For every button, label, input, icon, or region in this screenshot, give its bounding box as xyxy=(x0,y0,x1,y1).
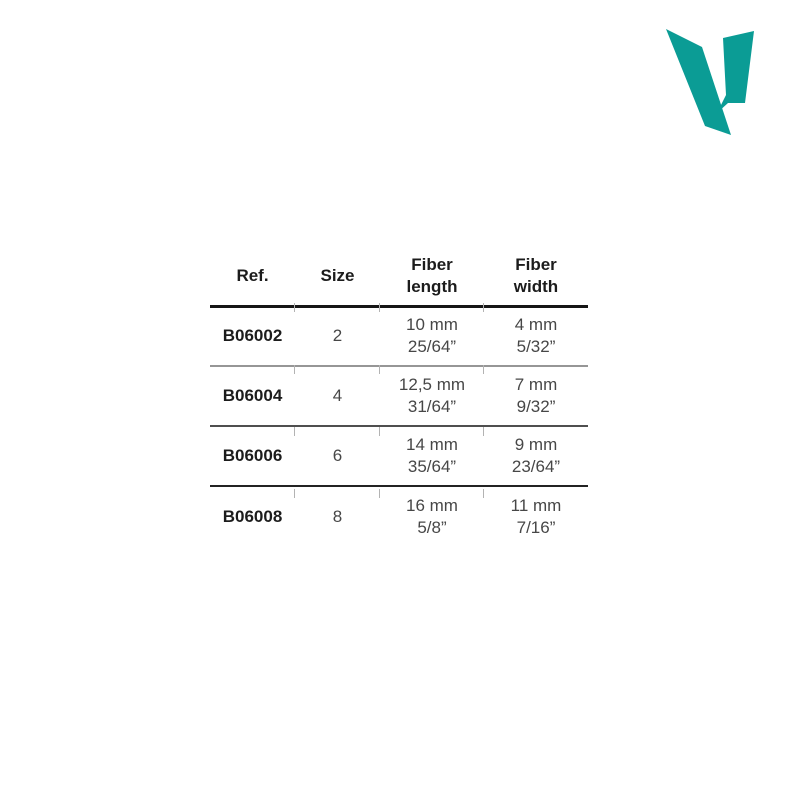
width-inch-value: 23/64” xyxy=(511,457,561,476)
fiber-length-cell xyxy=(380,366,484,426)
width-inch-value: 5/32” xyxy=(516,337,556,357)
length-mm-value: 12,5 mm xyxy=(398,375,466,394)
v-logo-left-stroke xyxy=(666,29,731,135)
size-cell: 4 xyxy=(332,386,343,405)
ref-cell: B06002 xyxy=(222,326,283,346)
rule-tick xyxy=(294,427,295,436)
rule-tick xyxy=(379,303,380,312)
ref-cell: B06006 xyxy=(222,446,283,465)
ref-cell: B06008 xyxy=(222,506,283,526)
fiber-width-cell xyxy=(484,486,588,546)
column-header-fiber-length xyxy=(380,248,484,306)
fiber-length-cell xyxy=(380,486,484,546)
rule-tick xyxy=(294,303,295,312)
fiber-width-cell xyxy=(484,426,588,486)
length-inch-value: 35/64” xyxy=(407,457,457,476)
length-mm-value: 14 mm xyxy=(406,435,458,454)
header-length-line2: length xyxy=(406,277,458,297)
rule-tick xyxy=(379,489,380,498)
size-cell: 6 xyxy=(332,446,343,465)
fiber-length-cell xyxy=(380,306,484,366)
rule-tick xyxy=(483,489,484,498)
rule-tick xyxy=(483,303,484,312)
width-inch-value: 7/16” xyxy=(516,517,556,537)
column-header-ref xyxy=(210,248,295,306)
column-header-size xyxy=(295,248,380,306)
rule-tick xyxy=(379,427,380,436)
header-ref-line1: Ref. xyxy=(236,266,269,286)
table-header-row xyxy=(210,248,588,306)
length-mm-value: 10 mm xyxy=(406,315,458,335)
product-spec-table xyxy=(210,248,588,546)
fiber-width-cell xyxy=(484,306,588,366)
v-logo-icon xyxy=(658,20,758,140)
width-inch-value: 9/32” xyxy=(516,397,556,416)
width-mm-value: 4 mm xyxy=(514,315,558,335)
size-cell: 8 xyxy=(332,506,343,526)
header-size-line1: Size xyxy=(320,266,355,286)
rule-tick xyxy=(294,489,295,498)
rule-tick xyxy=(294,365,295,374)
table-row xyxy=(210,306,588,366)
rule-tick xyxy=(483,365,484,374)
v-logo-right-stroke xyxy=(717,31,754,113)
width-mm-value: 11 mm xyxy=(510,495,562,515)
rule-tick xyxy=(483,427,484,436)
width-mm-value: 7 mm xyxy=(514,375,558,394)
size-cell: 2 xyxy=(332,326,343,346)
length-inch-value: 31/64” xyxy=(407,397,457,416)
header-width-line2: width xyxy=(513,277,559,297)
header-length-line1: Fiber xyxy=(411,255,453,275)
table-row xyxy=(210,366,588,426)
table-row xyxy=(210,426,588,486)
length-inch-value: 25/64” xyxy=(407,337,457,357)
column-header-fiber-width xyxy=(484,248,588,306)
ref-cell: B06004 xyxy=(222,386,283,405)
width-mm-value: 9 mm xyxy=(514,435,558,454)
length-mm-value: 16 mm xyxy=(406,495,458,515)
length-inch-value: 5/8” xyxy=(417,517,447,537)
table-row xyxy=(210,486,588,546)
header-width-line1: Fiber xyxy=(515,255,557,275)
fiber-length-cell xyxy=(380,426,484,486)
rule-tick xyxy=(379,365,380,374)
fiber-width-cell xyxy=(484,366,588,426)
